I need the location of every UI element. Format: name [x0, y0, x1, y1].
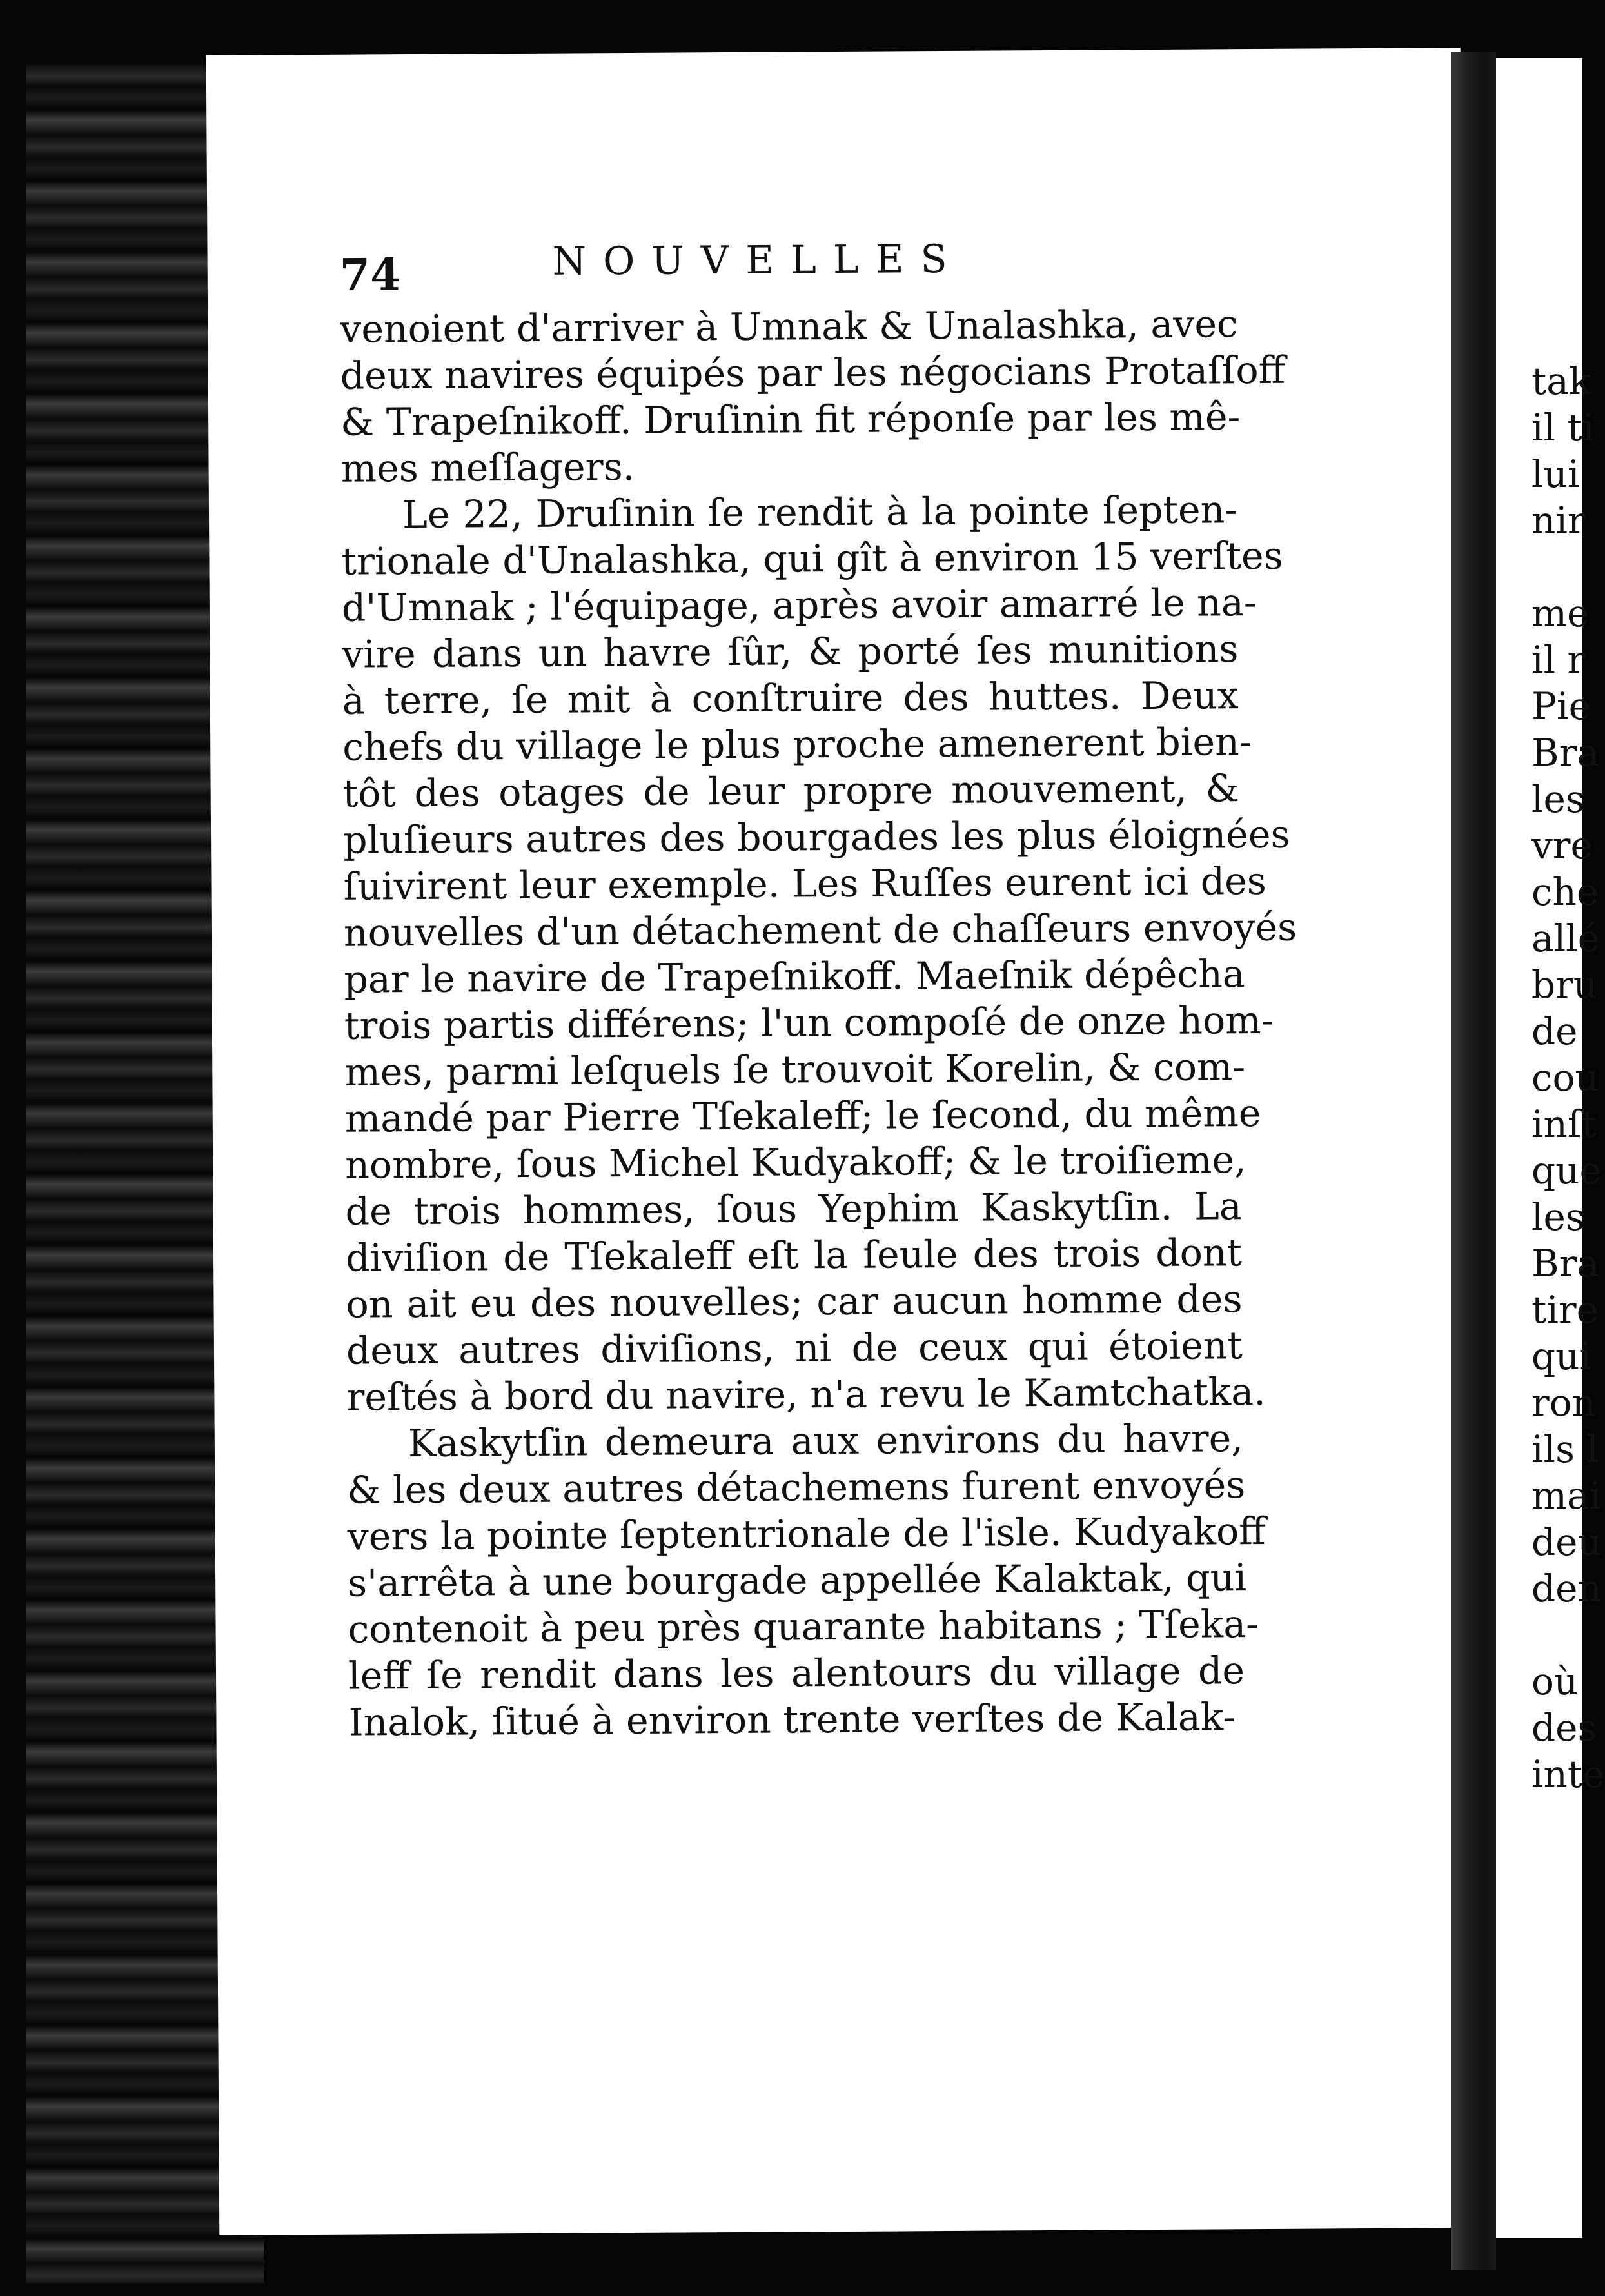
page-number: 74 [339, 249, 401, 301]
facing-page-line: des [1531, 1706, 1597, 1750]
facing-page-line: cou [1531, 1056, 1599, 1100]
text-line: tôt des otages de leur propre mouvement, & [342, 766, 1239, 816]
facing-page-line [1496, 1612, 1582, 1658]
text-line: reſtés à bord du navire, n'a revu le Kamtchatka. [346, 1369, 1266, 1420]
facing-page-line: lui [1531, 452, 1580, 496]
text-line: mandé par Pierre Tſekaleff; le ſecond, du même [344, 1091, 1261, 1141]
facing-page-line: qui [1531, 1334, 1592, 1378]
text-line: deux navires équipés par les négocians Protaſſoff [340, 348, 1286, 398]
facing-page-line: deu [1531, 1520, 1602, 1564]
text-line: nouvelles d'un détachement de chaſſeurs envoyés [343, 905, 1297, 955]
text-line: venoient d'arriver à Umnak & Unalashka, avec [340, 302, 1238, 351]
facing-page-line: mai [1531, 1474, 1602, 1518]
facing-page-line: Bra [1531, 1242, 1599, 1285]
facing-page-line: de [1531, 1009, 1578, 1053]
facing-page-line: bru [1531, 963, 1598, 1007]
facing-page-line: me [1531, 591, 1590, 635]
text-line: mes, parmi leſquels ſe trouvoit Korelin, & com- [344, 1045, 1246, 1094]
text-line: & les deux autres détachemens furent envoyés [347, 1463, 1246, 1512]
text-line: nombre, ſous Michel Kudyakoff; & le troiſieme, [345, 1138, 1246, 1187]
facing-page-line: den [1531, 1567, 1602, 1610]
facing-page-line: nir [1531, 499, 1586, 542]
facing-page-line [1496, 544, 1582, 590]
facing-page-line: les [1531, 1195, 1585, 1239]
facing-page-line: ron [1531, 1381, 1596, 1425]
text-line: vers la pointe ſeptentrionale de l'isle. Kudyakoff [347, 1509, 1266, 1559]
text-line: on ait eu des nouvelles; car aucun homme des [346, 1277, 1243, 1327]
text-line: ſuivirent leur exemple. Les Ruſſes eurent ici des [343, 858, 1267, 909]
text-line: vire dans un havre ſûr, & porté ſes munitions [342, 627, 1239, 677]
text-line: Kaskytſin demeura aux environs du havre, [408, 1416, 1244, 1466]
text-line: Le 22, Druſinin ſe rendit à la pointe ſepten- [402, 488, 1238, 537]
text-line: & Trapeſnikoff. Druſinin fit réponſe par les mê- [340, 395, 1241, 444]
facing-page-line: ils l [1531, 1427, 1599, 1471]
page-gutter-shadow [1451, 52, 1496, 2270]
text-line: diviſion de Tſekaleff eſt la ſeule des trois dont [345, 1231, 1243, 1280]
text-line: par le navire de Trapeſnikoff. Maeſnik dépêcha [344, 952, 1245, 1002]
text-line: trois partis différens; l'un compoſé de onze hom- [344, 998, 1274, 1048]
page-header [339, 230, 1236, 306]
text-line: leff ſe rendit dans les alentours du village de [348, 1648, 1245, 1698]
running-title: NOUVELLES [552, 236, 964, 284]
text-line: à terre, ſe mit à conſtruire des huttes. Deux [342, 673, 1239, 723]
facing-page-line: les [1531, 777, 1585, 821]
facing-page-text [1496, 358, 1605, 1797]
facing-page-line: inſt [1531, 1102, 1597, 1146]
facing-page-line: che [1531, 870, 1599, 914]
facing-page-line: tire [1531, 1288, 1599, 1332]
facing-page-line: où [1531, 1659, 1579, 1703]
facing-page-line: il r [1531, 638, 1586, 682]
facing-page-line: que [1531, 1149, 1602, 1193]
text-line: chefs du village le plus proche amenerent bien- [342, 720, 1252, 769]
facing-page-line: il ti [1531, 406, 1595, 450]
text-line: s'arrêta à une bourgade appellée Kalaktak, qui [347, 1556, 1247, 1605]
text-line: deux autres diviſions, ni de ceux qui étoient [346, 1323, 1243, 1373]
text-line: Inalok, ſitué à environ trente verſtes de Kalak- [348, 1695, 1236, 1745]
text-line: de trois hommes, ſous Yephim Kaskytſin. La [345, 1184, 1242, 1234]
text-line: contenoit à peu près quarante habitans ; Tſeka- [348, 1602, 1259, 1652]
facing-page-line: Bra [1531, 731, 1599, 775]
facing-page-line: vre [1531, 824, 1593, 867]
text-line: mes meſſagers. [340, 444, 635, 491]
facing-page-line: allé [1531, 916, 1600, 960]
body-text [340, 301, 1297, 1745]
facing-page-fragment [1496, 58, 1605, 2238]
text-line: trionale d'Unalashka, qui gît à environ 15 verſtes [341, 533, 1283, 584]
facing-page-line: inte [1531, 1752, 1605, 1796]
facing-page-line: Pie [1531, 684, 1591, 728]
text-line: pluſieurs autres des bourgades les plus éloignées [342, 812, 1290, 862]
book-page [206, 48, 1474, 2235]
text-line: d'Umnak ; l'équipage, après avoir amarré le na- [341, 580, 1257, 630]
facing-page-line: tak [1531, 359, 1592, 403]
